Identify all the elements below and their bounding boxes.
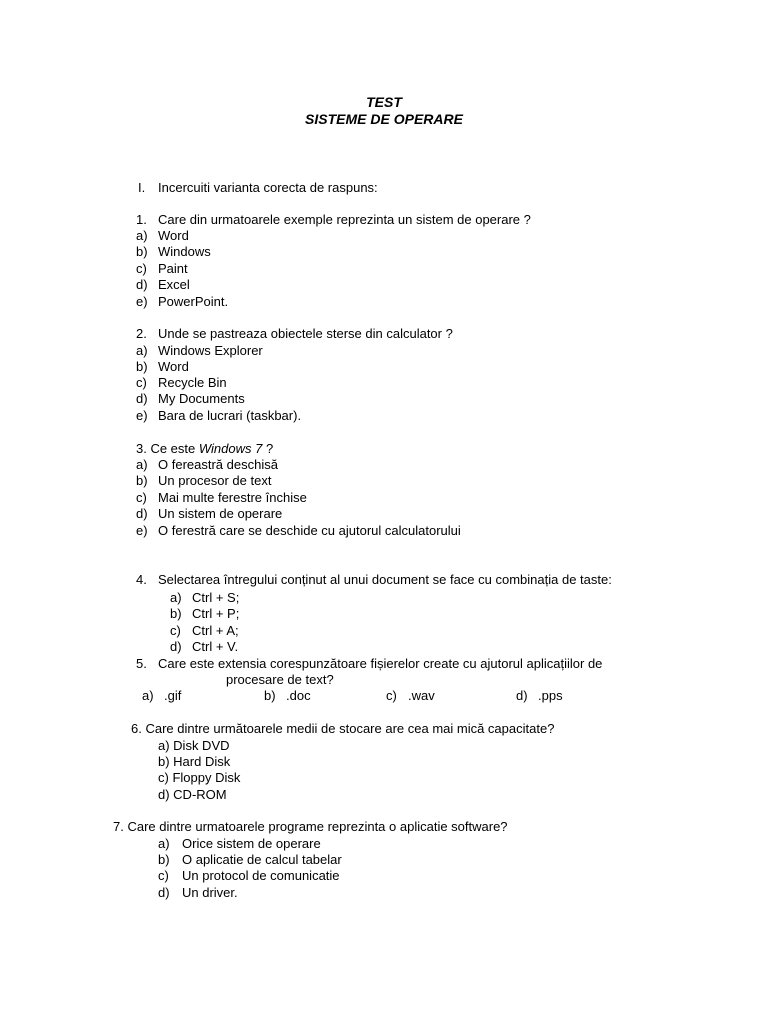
q2-option-e-letter: e) [136, 408, 148, 423]
q5-number: 5. [136, 656, 147, 671]
q4-option-b-letter: b) [170, 606, 182, 621]
q5-option-d: .pps [538, 688, 563, 703]
q6-option-b: b) Hard Disk [158, 754, 231, 769]
q1-option-c: Paint [158, 261, 188, 276]
q7-option-d-letter: d) [158, 885, 170, 900]
q1-option-e: PowerPoint. [158, 294, 229, 309]
q2-option-b-letter: b) [136, 359, 148, 374]
q4-option-a: Ctrl + S; [192, 590, 240, 605]
q2-option-c-letter: c) [136, 375, 147, 390]
q5-option-b: .doc [286, 688, 311, 703]
q4-option-c-letter: c) [170, 623, 181, 638]
q5-text: Care este extensia corespunzătoare fișierelor create cu ajutorul aplicațiilor de [158, 656, 603, 671]
q4-option-d: Ctrl + V. [192, 639, 239, 654]
q3-text [136, 441, 273, 457]
q1-option-b: Windows [158, 244, 211, 259]
q5-option-a-letter: a) [142, 688, 154, 703]
q7-option-b-letter: b) [158, 852, 170, 867]
q7-option-a: Orice sistem de operare [182, 836, 321, 851]
q5-option-c-letter: c) [386, 688, 397, 703]
q7-option-c: Un protocol de comunicatie [182, 868, 340, 883]
q1-option-d-letter: d) [136, 277, 148, 292]
q1-option-b-letter: b) [136, 244, 148, 259]
q2-text: Unde se pastreaza obiectele sterse din calculator ? [158, 326, 453, 341]
q5-option-b-letter: b) [264, 688, 276, 703]
q2-option-a-letter: a) [136, 343, 148, 358]
q3-option-d: Un sistem de operare [158, 506, 283, 521]
q3-option-c: Mai multe ferestre închise [158, 490, 307, 505]
q7-option-b: O aplicatie de calcul tabelar [182, 852, 342, 867]
q7-option-c-letter: c) [158, 868, 169, 883]
q2-option-b: Word [158, 359, 189, 374]
q1-option-a-letter: a) [136, 228, 148, 243]
doc-subtitle: SISTEME DE OPERARE [305, 111, 463, 127]
q2-number: 2. [136, 326, 147, 341]
q3-option-c-letter: c) [136, 490, 147, 505]
q3-option-b-letter: b) [136, 473, 148, 488]
q7-text: 7. Care dintre urmatoarele programe reprezinta o aplicatie software? [113, 819, 508, 834]
q5-option-d-letter: d) [516, 688, 528, 703]
q4-option-b: Ctrl + P; [192, 606, 240, 621]
q1-option-e-letter: e) [136, 294, 148, 309]
q3-italic-term: Windows 7 [198, 441, 263, 456]
q4-option-a-letter: a) [170, 590, 182, 605]
q5-text-continued: procesare de text? [226, 672, 334, 687]
doc-title: TEST [366, 94, 402, 110]
q5-option-a: .gif [164, 688, 182, 703]
q3-option-d-letter: d) [136, 506, 148, 521]
q2-option-d-letter: d) [136, 391, 148, 406]
q4-number: 4. [136, 572, 147, 587]
q5-option-c: .wav [408, 688, 435, 703]
q1-number: 1. [136, 212, 147, 227]
q4-option-c: Ctrl + A; [192, 623, 239, 638]
q3-suffix: ? [262, 441, 274, 456]
q1-option-c-letter: c) [136, 261, 147, 276]
q6-option-c: c) Floppy Disk [158, 770, 241, 785]
q2-option-e: Bara de lucrari (taskbar). [158, 408, 302, 423]
q3-option-b: Un procesor de text [158, 473, 272, 488]
q4-option-d-letter: d) [170, 639, 182, 654]
q1-option-d: Excel [158, 277, 190, 292]
q3-option-a: O fereastră deschisă [158, 457, 278, 472]
q2-option-a: Windows Explorer [158, 343, 263, 358]
q1-text: Care din urmatoarele exemple reprezinta un sistem de operare ? [158, 212, 531, 227]
q2-option-d: My Documents [158, 391, 245, 406]
section-number: I. [138, 180, 146, 195]
q7-option-a-letter: a) [158, 836, 170, 851]
q6-option-a: a) Disk DVD [158, 738, 230, 753]
q7-option-d: Un driver. [182, 885, 238, 900]
q4-text: Selectarea întregului conținut al unui document se face cu combinația de taste: [158, 572, 612, 587]
q6-text: 6. Care dintre următoarele medii de stocare are cea mai mică capacitate? [131, 721, 555, 736]
q3-option-e: O ferestră care se deschide cu ajutorul calculatorului [158, 523, 461, 538]
q3-prefix: 3. Ce este [136, 441, 199, 456]
section-instruction: Incercuiti varianta corecta de raspuns: [158, 180, 378, 195]
q3-option-a-letter: a) [136, 457, 148, 472]
q3-option-e-letter: e) [136, 523, 148, 538]
q6-option-d: d) CD-ROM [158, 787, 227, 802]
q2-option-c: Recycle Bin [158, 375, 227, 390]
q1-option-a: Word [158, 228, 189, 243]
